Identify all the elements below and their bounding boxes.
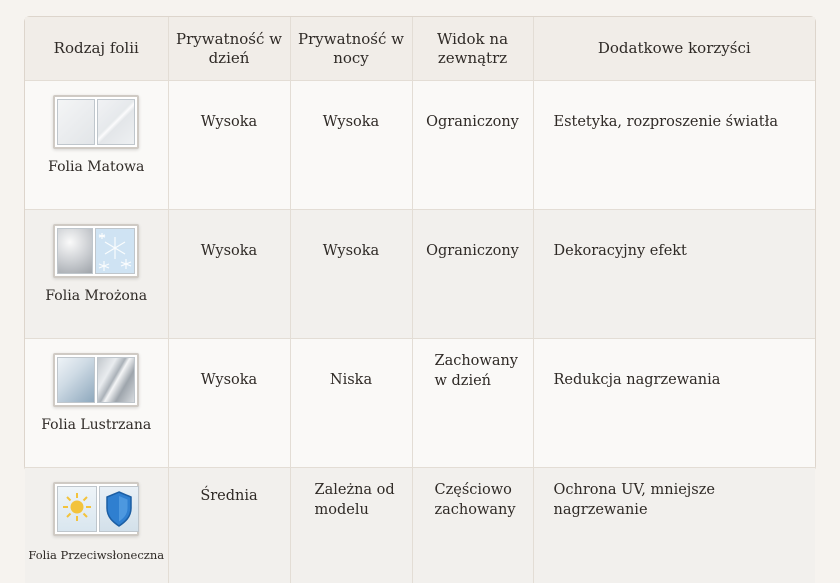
- film-name: Folia Mrożona: [26, 286, 167, 306]
- privacy-night-value: Wysoka: [290, 81, 412, 210]
- film-comparison-table: [25, 17, 815, 583]
- mirror-window-icon: [53, 353, 139, 407]
- benefits-value: Estetyka, rozproszenie światła: [533, 81, 815, 210]
- outside-view-value: Ograniczony: [412, 81, 533, 210]
- table-header-row: [25, 17, 815, 81]
- benefits-value: Dekoracyjny efekt: [533, 210, 815, 339]
- film-cell: [25, 468, 168, 583]
- privacy-day-value: Wysoka: [168, 81, 290, 210]
- sun-shield-window-icon: [53, 482, 139, 536]
- table-row: [25, 339, 815, 468]
- privacy-night-value: Niska: [290, 339, 412, 468]
- table-row: [25, 81, 815, 210]
- comparison-table-frame: [24, 16, 816, 472]
- shield-icon: [100, 487, 138, 531]
- film-cell: [25, 210, 168, 339]
- outside-view-value: Zachowany w dzień: [412, 339, 533, 468]
- header-privacy-day: Prywatność w dzień: [168, 17, 290, 81]
- sun-icon: [58, 487, 96, 531]
- outside-view-value: Ograniczony: [412, 210, 533, 339]
- outside-view-value: Częściowo zachowany: [412, 468, 533, 583]
- header-outside-view: Widok na zewnątrz: [412, 17, 533, 81]
- header-type: Rodzaj folii: [25, 17, 168, 81]
- privacy-night-value: Zależna od modelu: [290, 468, 412, 583]
- privacy-night-value: Wysoka: [290, 210, 412, 339]
- film-name: Folia Matowa: [26, 157, 167, 177]
- film-cell: [25, 81, 168, 210]
- privacy-day-value: Średnia: [168, 468, 290, 583]
- film-name: Folia Przeciwsłoneczna: [26, 545, 167, 565]
- table-row: [25, 210, 815, 339]
- privacy-day-value: Wysoka: [168, 210, 290, 339]
- header-privacy-night: Prywatność w nocy: [290, 17, 412, 81]
- matte-window-icon: [53, 95, 139, 149]
- table-row: [25, 468, 815, 583]
- privacy-day-value: Wysoka: [168, 339, 290, 468]
- header-extra-benefits: Dodatkowe korzyści: [533, 17, 815, 81]
- film-name: Folia Lustrzana: [26, 415, 167, 435]
- benefits-value: Ochrona UV, mniejsze nagrzewanie: [533, 468, 815, 583]
- film-cell: [25, 339, 168, 468]
- frosted-window-icon: [53, 224, 139, 278]
- benefits-value: Redukcja nagrzewania: [533, 339, 815, 468]
